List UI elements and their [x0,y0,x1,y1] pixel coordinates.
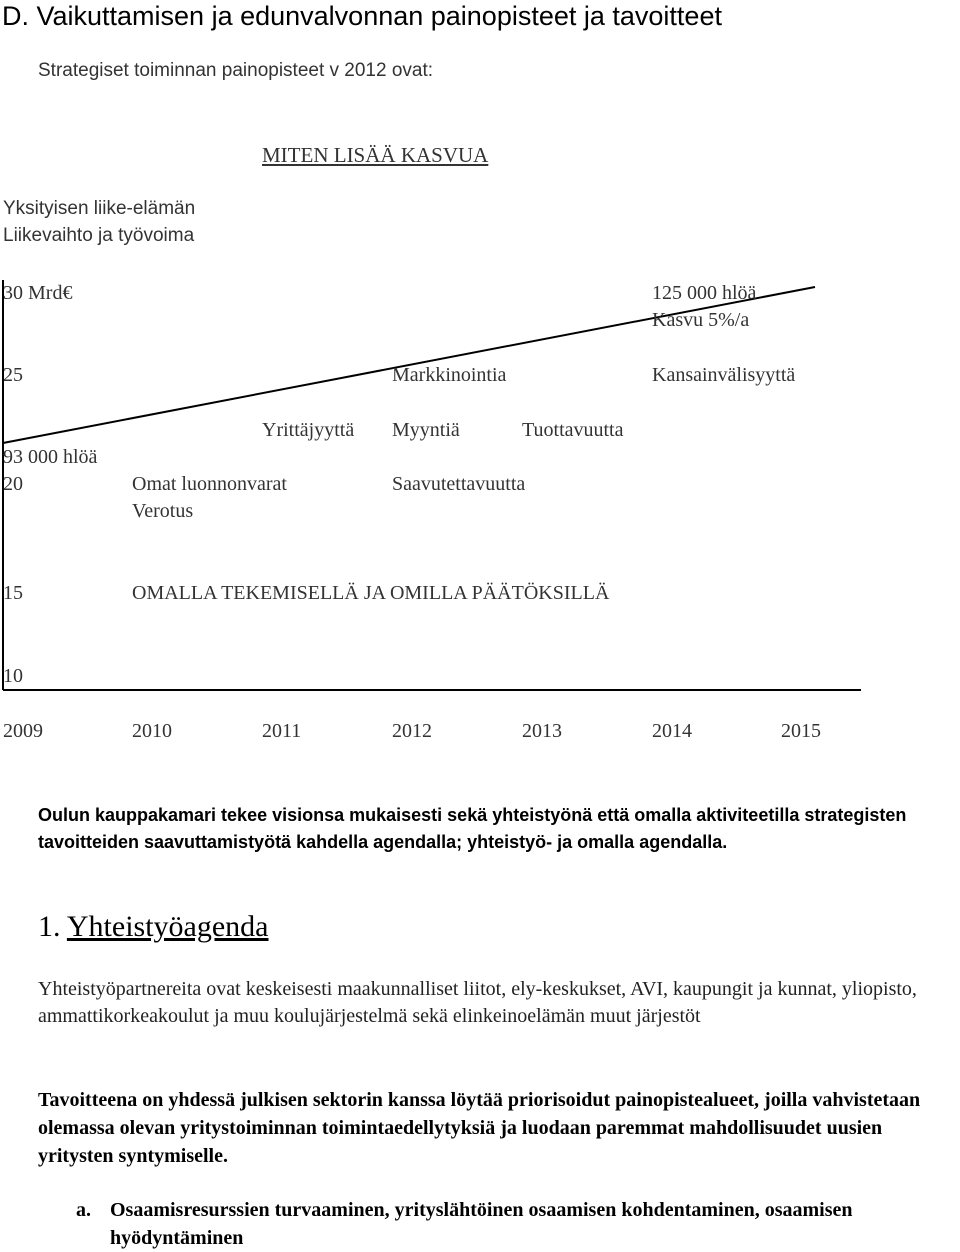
x-tick-2012: 2012 [392,720,432,742]
word-saavutettavuutta: Saavutettavuutta [392,473,526,495]
list-item-marker: a. [76,1199,91,1221]
y-tick-30: 30 Mrd€ [3,282,73,304]
page-heading: D. Vaikuttamisen ja edunvalvonnan painopisteet ja tavoitteet [2,1,722,31]
y-tick-25: 25 [3,364,23,386]
x-tick-2013: 2013 [522,720,562,742]
word-myyntia: Myyntiä [392,419,460,441]
paragraph-goal: Tavoitteena on yhdessä julkisen sektorin kanssa löytää priorisoidut painopistealueet, joilla vahvistetaan olemassa olevan yritystoiminnan toimintaedellytyksiä ja luodaan paremmat mahdollisuudet uusien yritysten syntymiselle. [38,1089,921,1167]
y-axis-label-line1: Yksityisen liike-elämän [3,198,196,219]
y-tick-10: 10 [3,665,23,687]
section-number: 1. [38,910,61,943]
start-label: 93 000 hlöä [3,446,98,468]
x-tick-2009: 2009 [3,720,43,742]
y-tick-15: 15 [3,582,23,604]
list-item-text: Osaamisresurssien turvaaminen, yrityslähtöinen osaamisen kohdentaminen, osaamisen hyödyntäminen [110,1199,853,1249]
y-tick-20: 20 [3,473,23,495]
word-yrittajyytta: Yrittäjyyttä [262,419,355,441]
word-omalla-tekemisella: OMALLA TEKEMISELLÄ JA OMILLA PÄÄTÖKSILLÄ [132,582,610,604]
word-kansainvalisyytta: Kansainvälisyyttä [652,364,796,386]
section-heading [38,910,269,944]
end-label-line2: Kasvu 5%/a [652,309,750,331]
x-tick-2014: 2014 [652,720,692,742]
paragraph-intro-agendas: Oulun kauppakamari tekee visionsa mukaisesti sekä yhteistyönä että omalla aktiviteetilla strategisten tavoitteiden saavuttamistyötä kahdella agendalla; yhteistyö- ja omalla agendalla. [38,805,907,852]
word-omat-luonnonvarat: Omat luonnonvarat [132,473,287,495]
x-tick-2015: 2015 [781,720,821,742]
y-axis-label-line2: Liikevaihto ja työvoima [3,225,195,246]
x-tick-2011: 2011 [262,720,302,742]
section-title: Yhteistyöagenda [66,910,269,943]
intro-text: Strategiset toiminnan painopisteet v 2012 ovat: [38,60,434,81]
x-tick-2010: 2010 [132,720,172,742]
word-tuottavuutta: Tuottavuutta [522,419,624,441]
end-label-line1: 125 000 hlöä [652,282,757,304]
paragraph-partners: Yhteistyöpartnereita ovat keskeisesti maakunnalliset liitot, ely-keskukset, AVI, kaupungit ja kunnat, yliopisto, ammattikorkeakoulut ja muu koulujärjestelmä sekä elinkeinoelämän muut järjestöt [38,978,917,1027]
word-markkinointia: Markkinointia [392,364,507,386]
word-verotus: Verotus [132,500,194,522]
figure-title: MITEN LISÄÄ KASVUA [262,143,489,167]
